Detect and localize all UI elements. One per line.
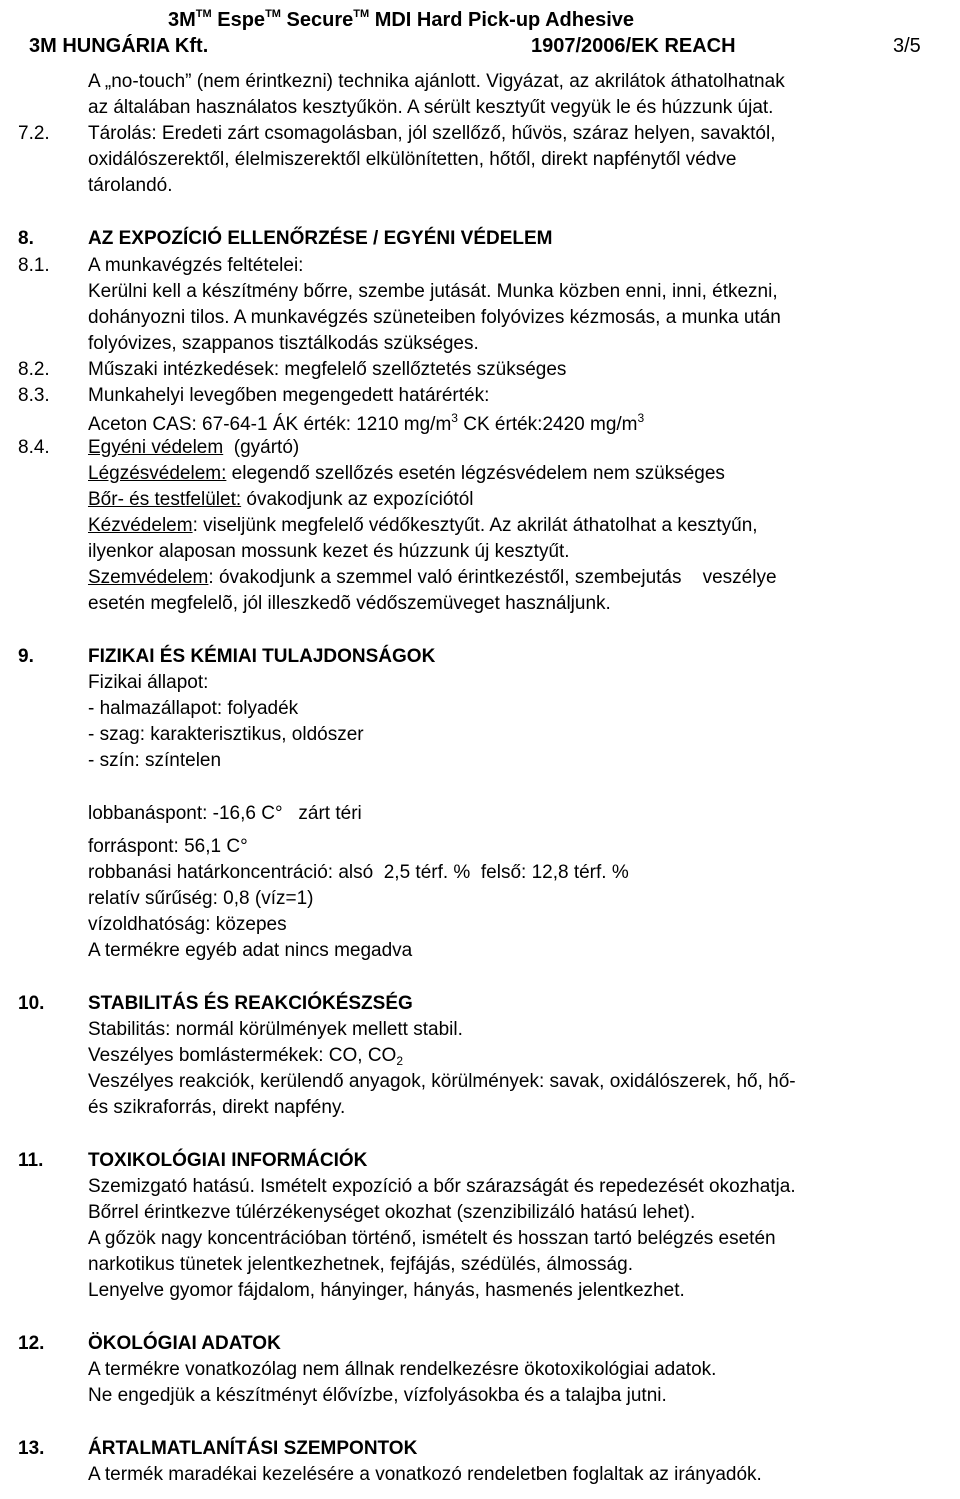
s10-number: 10. xyxy=(18,993,45,1014)
s9-flash-point: lobbanáspont: -16,6 C° zárt téri xyxy=(88,803,362,824)
s8-1-number: 8.1. xyxy=(18,255,50,276)
s7-line-1: A „no-touch” (nem érintkezni) technika ajánlott. Vigyázat, az akrilátok áthatolhatnak xyxy=(88,71,785,92)
s8-4-number: 8.4. xyxy=(18,437,50,458)
header-product-title xyxy=(168,8,634,32)
s9-density: relatív sűrűség: 0,8 (víz=1) xyxy=(88,888,314,909)
respiratory-label: Légzésvédelem: xyxy=(88,463,227,484)
eye-label: Szemvédelem xyxy=(88,567,209,588)
s7-line-2: az általában használatos kesztyűkön. A sérült kesztyűt vegyük le és húzzunk újat. xyxy=(88,97,774,118)
s8-title: AZ EXPOZÍCIÓ ELLENŐRZÉSE / EGYÉNI VÉDELEM xyxy=(88,228,553,249)
ck-limit-text: CK érték:2420 mg/m xyxy=(457,414,638,435)
s12-line-1: A termékre vonatkozólag nem állnak rendelkezésre ökotoxikológiai adatok. xyxy=(88,1359,717,1380)
s11-number: 11. xyxy=(18,1150,44,1171)
s8-1-line-a: Kerülni kell a készítmény bőrre, szembe jutását. Munka közben enni, inni, étkezni, xyxy=(88,281,778,302)
s11-line-1: Szemizgató hatású. Ismételt expozíció a bőr szárazságát és repedezését okozhatja. xyxy=(88,1176,796,1197)
s7-line-3: Tárolás: Eredeti zárt csomagolásban, jól szellőző, hűvös, száraz helyen, savaktól, xyxy=(88,123,776,144)
s10-line-4: és szikraforrás, direkt napfény. xyxy=(88,1097,346,1118)
s12-title: ÖKOLÓGIAI ADATOK xyxy=(88,1333,281,1354)
s8-4-text xyxy=(88,437,299,459)
eye-protection xyxy=(88,567,777,589)
s8-2-text: Műszaki intézkedések: megfelelő szellőztetés szükséges xyxy=(88,359,567,380)
s9-number: 9. xyxy=(18,646,34,667)
s9-title: FIZIKAI ÉS KÉMIAI TULAJDONSÁGOK xyxy=(88,646,436,667)
s8-1-line-c: folyóvizes, szappanos tisztálkodás szükséges. xyxy=(88,333,479,354)
eye-text: : óvakodjunk a szemmel való érintkezéstől, szembejutás veszélye xyxy=(208,567,777,588)
s10-title: STABILITÁS ÉS REAKCIÓKÉSZSÉG xyxy=(88,993,413,1014)
co2-subscript: 2 xyxy=(396,1054,404,1068)
s10-line-2 xyxy=(88,1045,403,1068)
hand-protection-line-2: ilyenkor alaposan mossunk kezet és húzzunk új kesztyűt. xyxy=(88,541,570,562)
s12-number: 12. xyxy=(18,1333,45,1354)
cubed-superscript: 3 xyxy=(637,411,645,425)
cubed-superscript: 3 xyxy=(451,411,458,425)
s8-2-number: 8.2. xyxy=(18,359,50,380)
s11-line-4: narkotikus tünetek jelentkezhetnek, fejfájás, szédülés, álmosság. xyxy=(88,1254,633,1275)
personal-protection-label: Egyéni védelem xyxy=(88,437,224,458)
header-company: 3M HUNGÁRIA Kft. xyxy=(29,35,209,57)
header-regulation: 1907/2006/EK REACH xyxy=(531,35,736,57)
respiratory-protection xyxy=(88,463,725,485)
s9-no-data: A termékre egyéb adat nincs megadva xyxy=(88,940,413,961)
skin-text: óvakodjunk az expozíciótól xyxy=(241,489,474,510)
s7-line-5: tárolandó. xyxy=(88,175,173,196)
s12-line-2: Ne engedjük a készítményt élővízbe, vízfolyásokba és a talajba jutni. xyxy=(88,1385,667,1406)
hand-label: Kézvédelem xyxy=(88,515,193,536)
s11-title: TOXIKOLÓGIAI INFORMÁCIÓK xyxy=(88,1150,368,1171)
s9-solubility: vízoldhatóság: közepes xyxy=(88,914,287,935)
personal-protection-rest: (gyártó) xyxy=(223,437,300,458)
s10-line-3: Veszélyes reakciók, kerülendő anyagok, körülmények: savak, oxidálószerek, hő, hő- xyxy=(88,1071,796,1092)
hand-text: : viseljünk megfelelő védőkesztyűt. Az akrilát áthatolhat a kesztyűn, xyxy=(192,515,758,536)
s9-line-2: - halmazállapot: folyadék xyxy=(88,698,299,719)
product-espe: Espe xyxy=(217,9,266,31)
s9-boiling-point: forráspont: 56,1 C° xyxy=(88,836,248,857)
product-secure: Secure xyxy=(286,9,354,31)
s8-3-number: 8.3. xyxy=(18,385,50,406)
s7-line-4: oxidálószerektől, élelmiszerektől elkülönítetten, hőtől, direkt napfénytől védve xyxy=(88,149,737,170)
s8-1-text: A munkavégzés feltételei: xyxy=(88,255,304,276)
s11-line-5: Lenyelve gyomor fájdalom, hányinger, hányás, hasmenés jelentkezhet. xyxy=(88,1280,685,1301)
s9-line-4: - szín: színtelen xyxy=(88,750,222,771)
s8-1-line-b: dohányozni tilos. A munkavégzés szüneteiben folyóvizes kézmosás, a munka után xyxy=(88,307,781,328)
s9-line-1: Fizikai állapot: xyxy=(88,672,209,693)
eye-protection-line-2: esetén megfelelõ, jól illeszkedõ védőszemüveget használjunk. xyxy=(88,593,611,614)
respiratory-text: elegendő szellőzés esetén légzésvédelem nem szükséges xyxy=(226,463,725,484)
s11-line-2: Bőrrel érintkezve túlérzékenységet okozhat (szenzibilizáló hatású lehet). xyxy=(88,1202,696,1223)
s11-line-3: A gőzök nagy koncentrációban történő, ismételt és hosszan tartó belégzés esetén xyxy=(88,1228,776,1249)
decomposition-products: Veszélyes bomlástermékek: CO, CO xyxy=(88,1045,397,1066)
s10-line-1: Stabilitás: normál körülmények mellett stabil. xyxy=(88,1019,463,1040)
tm-mark: TM xyxy=(265,8,281,20)
aceton-limit-text: Aceton CAS: 67-64-1 ÁK érték: 1210 mg/m xyxy=(88,414,452,435)
tm-mark: TM xyxy=(195,8,212,20)
skin-protection xyxy=(88,489,474,511)
s8-number: 8. xyxy=(18,228,34,249)
product-prefix: 3M xyxy=(168,9,196,31)
s13-number: 13. xyxy=(18,1438,45,1459)
skin-label: Bőr- és testfelület: xyxy=(88,489,242,510)
s7-2-number: 7.2. xyxy=(18,123,50,144)
s9-explosion-limits: robbanási határkoncentráció: alsó 2,5 térf. % felső: 12,8 térf. % xyxy=(88,862,629,883)
s8-3-limits xyxy=(88,411,644,436)
s9-line-3: - szag: karakterisztikus, oldószer xyxy=(88,724,364,745)
s8-3-text: Munkahelyi levegőben megengedett határérték: xyxy=(88,385,490,406)
s13-line-1: A termék maradékai kezelésére a vonatkozó rendeletben foglaltak az irányadók. xyxy=(88,1464,762,1485)
tm-mark: TM xyxy=(353,8,370,20)
hand-protection xyxy=(88,515,758,537)
s13-title: ÁRTALMATLANÍTÁSI SZEMPONTOK xyxy=(88,1438,418,1459)
product-rest: MDI Hard Pick-up Adhesive xyxy=(374,9,635,31)
page-number: 3/5 xyxy=(893,35,921,57)
